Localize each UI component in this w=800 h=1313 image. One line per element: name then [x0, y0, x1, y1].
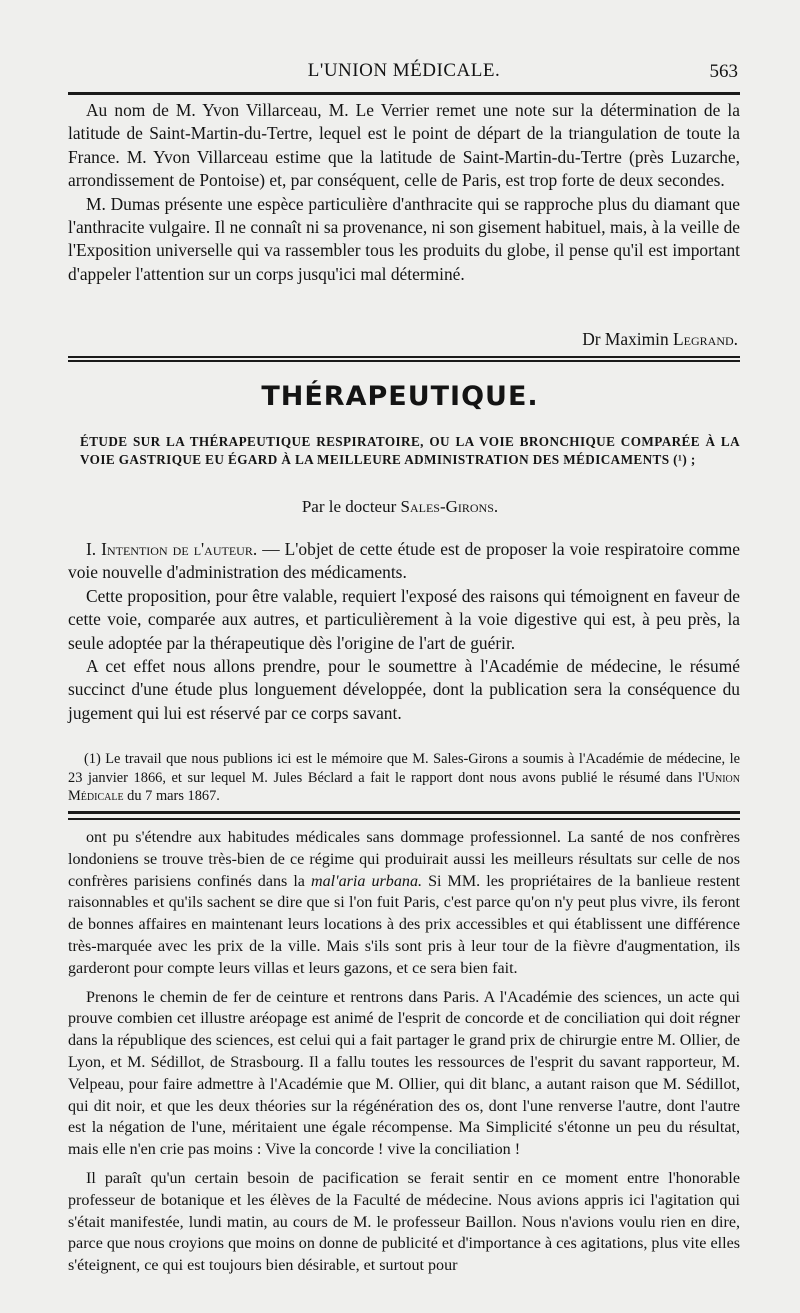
paragraph-intention: [68, 538, 740, 585]
feuilleton: [68, 827, 740, 1284]
paragraph-banlieue-rest: Si MM. les propriétaires de la banlieue restent raisonnables et qu'ils sachent se dire que si l'on fuit Paris, c'est parce qu'on n'y peut plus vivre, ils feront de bonnes affaires en maintenant leurs locations à des prix accessibles et qui établissent une différence très-marquée avec les prix de la ville. Mais s'ils sont pris à leur tour de la fièvre d'augmentation, ils garderont pour compte leurs villas et leurs gazons, et ce sera bien fait.: [68, 872, 740, 977]
footnote: [68, 750, 740, 806]
paragraph-concorde: Prenons le chemin de fer de ceinture et rentrons dans Paris. A l'Académie des sciences, un acte qui prouve combien cet illustre aréopage est animé de l'esprit de concorde et de conciliation qui doit régner dans la république des sciences, est celui qui a fait partager le grand prix de chirurgie entre M. Ollier, de Lyon, et M. Sédillot, de Strasbourg. Il a fallu toutes les ressources de l'esprit du savant rapporteur, M. Velpeau, pour faire admettre à l'Académie que M. Ollier, qui dit blanc, a autant raison que M. Sédillot, qui dit noir, et que les deux théories sur la régénération des os, dont l'une renverse l'autre, dont l'autre est la négation de l'une, méritaient une égale récompense. Ma Simplicité s'étonne un peu du résultat, mais elle n'en crie pas moins : Vive la concorde ! vive la conciliation !: [68, 988, 740, 1159]
footnote-rule-1: [68, 811, 740, 814]
paragraph-villarceau: Au nom de M. Yvon Villarceau, M. Le Verrier remet une note sur la détermination de la latitude de Saint-Martin-du-Tertre, lequel est le point de départ de la triangulation de toute la France. M. Yvon Villarceau estime que la latitude de Saint-Martin-du-Tertre (près Luzarche, arrondissement de Pontoise) et, par conséquent, celle de Paris, est trop forte de deux secondes.: [68, 100, 740, 191]
footnote-journal: Union Médicale: [68, 769, 740, 804]
paragraph-intention-text: — L'objet de cette étude est de proposer la voie respiratoire comme voie nouvelle d'administration des médicaments.: [68, 539, 740, 583]
section-title: THÉRAPEUTIQUE.: [261, 381, 539, 412]
article-subtitle: ÉTUDE SUR LA THÉRAPEUTIQUE RESPIRATOIRE, OU LA VOIE BRONCHIQUE COMPARÉE À LA VOIE GASTRIQUE EU ÉGARD À LA MEILLEURE ADMINISTRATION DES MÉDICAMENTS (¹) ;: [80, 434, 740, 467]
footnote-date: du 7 mars 1867.: [123, 788, 220, 804]
signature-name: Legrand.: [673, 329, 738, 349]
page-header: [68, 58, 740, 88]
page-number: 563: [709, 61, 738, 82]
footnote-rule-2: [68, 818, 740, 820]
paragraph-banlieue-text: ont pu s'étendre aux habitudes médicales sans dommage professionnel. La santé de nos confrères londoniens se trouve très-bien de ce régime qui produirait aussi les meilleurs résultats sur celle de nos confrères parisiens confinés dans la: [68, 829, 740, 890]
author-name: Sales-Girons.: [400, 497, 499, 516]
paragraph-proposition: Cette proposition, pour être valable, requiert l'exposé des raisons qui témoignent en faveur de cette voie, comparée aux autres, et particulièrement à la voie digestive qui est, à peu près, la seule adoptée par la thérapeutique dès l'origine de l'art de guérir.: [68, 585, 740, 653]
paragraph-academie: A cet effet nous allons prendre, pour le soumettre à l'Académie de médecine, le résumé succinct d'une étude plus longuement développée, dont la publication sera la conséquence du jugement qui lui est réservé par ce corps savant.: [68, 656, 740, 723]
paragraph-banlieue: [68, 827, 740, 980]
signature: [582, 329, 738, 350]
paragraph-dumas: M. Dumas présente une espèce particulière d'anthracite qui se rapproche plus du diamant que l'anthracite vulgaire. Il ne connaît ni sa provenance, ni son gisement habituel, mais, à la veille de l'Exposition universelle qui va rassembler tous les produits du globe, il pense qu'il est important d'appeler l'attention sur un corps jusqu'ici mal déterminé.: [68, 193, 740, 284]
byline: [0, 497, 800, 517]
heading-label: I. Intention de l'auteur.: [86, 539, 258, 559]
running-title: L'UNION MÉDICALE.: [307, 60, 501, 81]
footnote-text: (1) Le travail que nous publions ici est le mémoire que M. Sales-Girons a soumis à l'Académie de médecine, le 23 janvier 1866, et sur lequel M. Jules Béclard a fait le rapport dont nous avons publié le résumé dans l': [68, 751, 740, 786]
signature-prefix: Dr Maximin: [582, 329, 674, 349]
paragraph-pacification: Il paraît qu'un certain besoin de pacification se ferait sentir en ce moment entre l'honorable professeur de botanique et les élèves de la Faculté de médecine. Nous avions appris ici l'agitation qui s'était manifestée, lundi matin, au cours de M. le professeur Baillon. Nous n'avions voulu rien en dire, parce que nous croyions que moins on donne de publicité et d'importance à ces agitations, plus vite elles s'éteignent, ce qui est toujours bien désirable, et surtout pour: [68, 1169, 740, 1275]
header-rule: [68, 92, 740, 95]
italic-phrase: mal'aria urbana.: [311, 872, 423, 890]
academy-report: [68, 99, 740, 286]
section-divider: [68, 356, 740, 362]
article-body: [68, 538, 740, 725]
byline-prefix: Par le docteur: [301, 497, 401, 516]
